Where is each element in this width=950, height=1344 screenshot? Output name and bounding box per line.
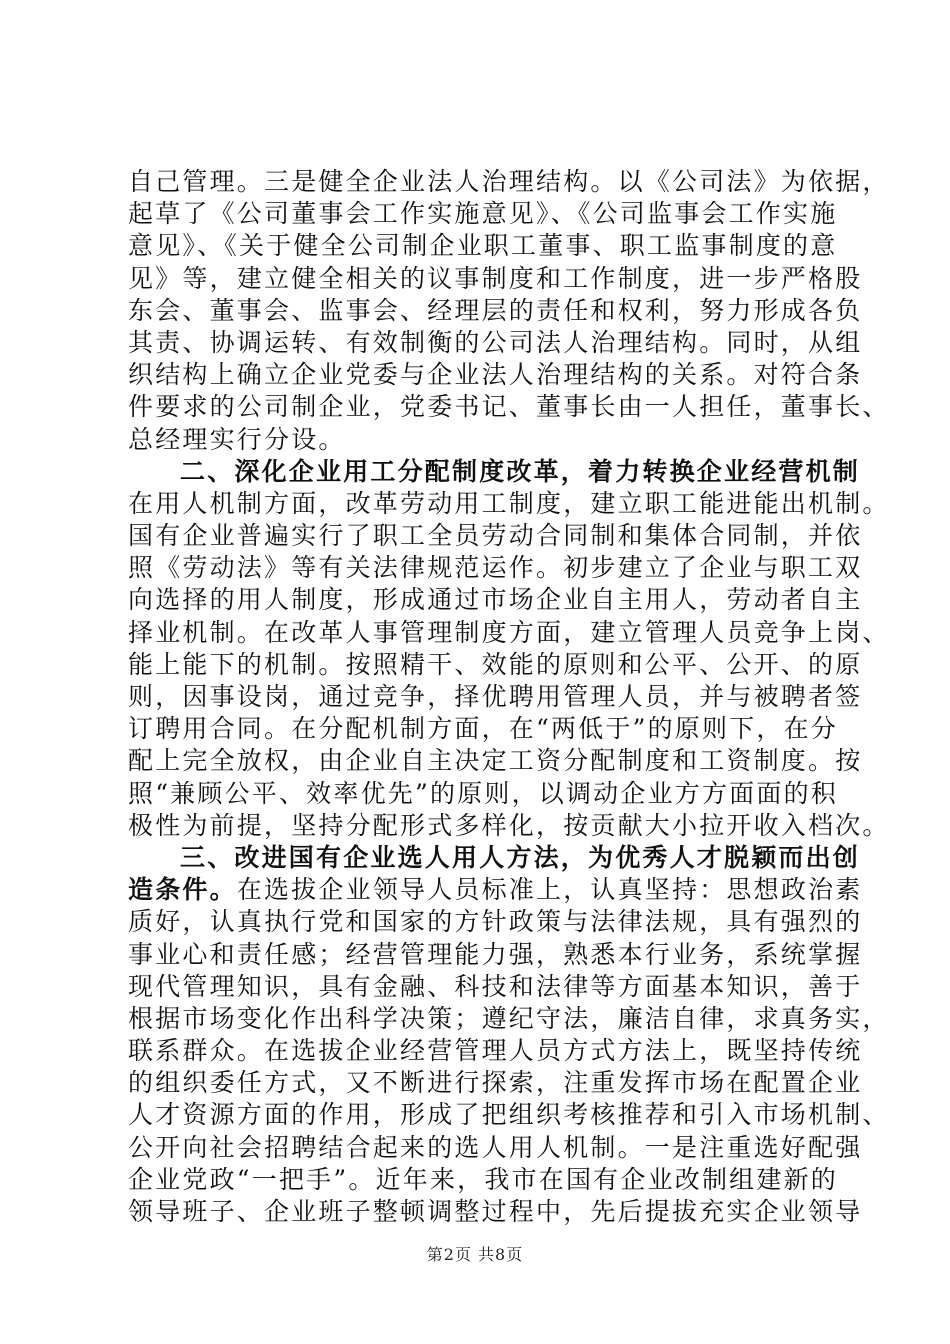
text-line: 自己管理。三是健全企业法人治理结构。以《公司法》为依据，	[128, 167, 890, 196]
text-line: 的组织委任方式，又不断进行探索，注重发挥市场在配置企业	[128, 1068, 863, 1098]
section-heading-3-continued	[128, 874, 863, 906]
text-line: 择业机制。在改革人事管理制度方面，建立管理人员竞争上岗、	[128, 617, 890, 647]
text-line: 人才资源方面的作用，形成了把组织考核推荐和引入市场机制、	[128, 1100, 890, 1130]
body-text	[128, 166, 890, 1228]
text-line: 事业心和责任感；经营管理能力强，熟悉本行业务，系统掌握	[128, 939, 863, 969]
text-line: 织结构上确立企业党委与企业法人治理结构的关系。对符合条	[128, 360, 863, 390]
text-line: 公开向社会招聘结合起来的选人用人机制。一是注重选好配强	[128, 1132, 863, 1162]
text-line: 国有企业普遍实行了职工全员劳动合同制和集体合同制，并依	[128, 521, 863, 551]
text-line: 联系群众。在选拔企业经营管理人员方式方法上，既坚持传统	[128, 1036, 863, 1066]
text-line: 则，因事设岗，通过竞争，择优聘用管理人员，并与被聘者签	[128, 682, 863, 711]
text-line: 起草了《公司董事会工作实施意见》、《公司监事会工作实施	[128, 199, 838, 229]
text-line: 照《劳动法》等有关法律规范运作。初步建立了企业与职工双	[128, 553, 863, 583]
text-line: 总经理实行分设。	[128, 424, 346, 454]
text-line: 向选择的用人制度，形成通过市场企业自主用人，劳动者自主	[128, 585, 863, 615]
heading-3-end: 造条件。	[128, 875, 237, 905]
text-line: 东会、董事会、监事会、经理层的责任和权利，努力形成各负	[128, 295, 863, 325]
text-line: 照“兼顾公平、效率优先”的原则，以调动企业方方面面的积	[128, 778, 838, 808]
text-line: 意见》、《关于健全公司制企业职工董事、职工监事制度的意	[128, 231, 838, 261]
text-line: 企业党政“一把手”。近年来，我市在国有企业改制组建新的	[128, 1164, 838, 1194]
heading-3-body: 在选拔企业领导人员标准上，认真坚持：思想政治素	[236, 875, 863, 905]
text-line: 质好，认真执行党和国家的方针政策与法律法规，具有强烈的	[128, 907, 863, 937]
text-line: 配上完全放权，由企业自主决定工资分配制度和工资制度。按	[128, 746, 863, 776]
section-heading-3: 三、改进国有企业选人用人方法，为优秀人才脱颖而出创	[180, 842, 861, 872]
page-footer: 第2页 共8页	[426, 1245, 524, 1264]
text-line: 见》等，建立健全相关的议事制度和工作制度，进一步严格股	[128, 263, 863, 293]
text-line: 在用人机制方面，改革劳动用工制度，建立职工能进能出机制。	[128, 488, 890, 518]
text-line: 领导班子、企业班子整顿调整过程中，先后提拔充实企业领导	[128, 1197, 863, 1226]
text-line: 能上能下的机制。按照精干、效能的原则和公平、公开、的原	[128, 649, 863, 679]
text-line: 件要求的公司制企业，党委书记、董事长由一人担任，董事长、	[128, 392, 890, 422]
section-heading-2: 二、深化企业用工分配制度改革，着力转换企业经营机制	[180, 456, 861, 486]
text-line: 根据市场变化作出科学决策；遵纪守法，廉洁自律，求真务实，	[128, 1003, 890, 1033]
text-line: 其责、协调运转、有效制衡的公司法人治理结构。同时，从组	[128, 327, 863, 357]
text-line: 极性为前提，坚持分配形式多样化，按贡献大小拉开收入档次。	[128, 810, 890, 840]
text-line: 订聘用合同。在分配机制方面，在“两低于”的原则下，在分	[128, 714, 838, 744]
text-line: 现代管理知识，具有金融、科技和法律等方面基本知识，善于	[128, 971, 863, 1001]
